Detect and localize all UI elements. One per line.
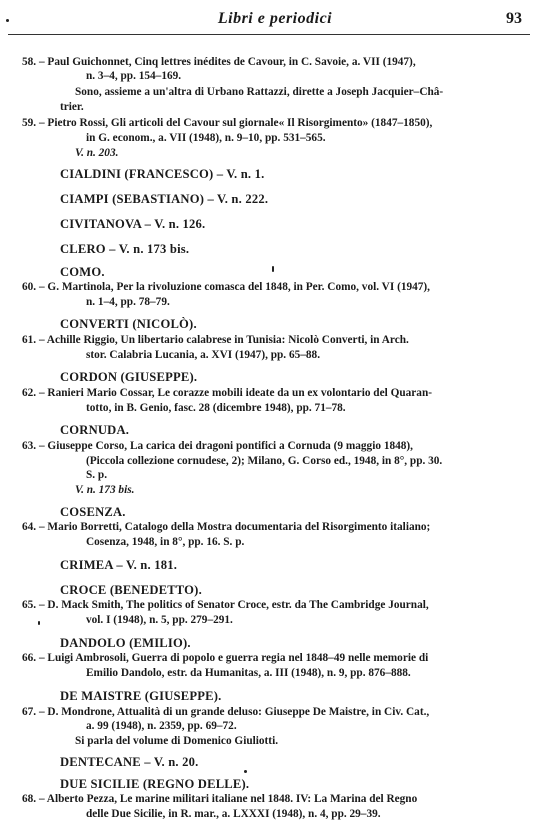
entry-66-line-1: 66. – Luigi Ambrosoli, Guerra di popolo e guerra regia nel 1848–49 nelle memorie di — [22, 652, 429, 664]
heading-cialdini: CIALDINI (FRANCESCO) – V. n. 1. — [60, 167, 265, 181]
stray-mark — [244, 770, 247, 773]
entry-65-line-1: 65. – D. Mack Smith, The politics of Senator Croce, estr. da The Cambridge Journal, — [22, 599, 429, 611]
stray-mark — [38, 621, 40, 625]
heading-cosenza: COSENZA. — [60, 505, 126, 519]
entry-61-line-1: 61. – Achille Riggio, Un libertario calabrese in Tunisia: Nicolò Converti, in Arch. — [22, 334, 409, 346]
entry-63-line-2: (Piccola collezione cornudese, 2); Milano, G. Corso ed., 1948, in 8°, pp. 30. — [86, 455, 443, 467]
entry-58-note-2: trier. — [60, 101, 84, 113]
entry-67-line-1: 67. – D. Mondrone, Attualità di un grande deluso: Giuseppe De Maistre, in Civ. Cat., — [22, 706, 430, 718]
entry-67-note: Si parla del volume di Domenico Giuliotti. — [75, 735, 279, 747]
heading-dandolo: DANDOLO (EMILIO). — [60, 636, 191, 650]
header-rule — [8, 34, 530, 35]
entry-65-line-2: vol. I (1948), n. 5, pp. 279–291. — [86, 614, 233, 626]
heading-converti: CONVERTI (NICOLÒ). — [60, 317, 197, 331]
entry-58-line-1: 58. – Paul Guichonnet, Cinq lettres inédites de Cavour, in C. Savoie, a. VII (1947), — [22, 56, 416, 68]
entry-58-line-2: n. 3–4, pp. 154–169. — [86, 70, 182, 82]
entry-64-line-2: Cosenza, 1948, in 8°, pp. 16. S. p. — [86, 536, 245, 548]
heading-clero: CLERO – V. n. 173 bis. — [60, 242, 190, 256]
entry-63-line-3: S. p. — [86, 469, 108, 481]
heading-crimea: CRIMEA – V. n. 181. — [60, 558, 178, 572]
heading-croce: CROCE (BENEDETTO). — [60, 583, 202, 597]
heading-cornuda: CORNUDA. — [60, 423, 130, 437]
stray-mark — [272, 266, 274, 272]
page-number: 93 — [506, 10, 522, 27]
entry-68-line-1: 68. – Alberto Pezza, Le marine militari italiane nel 1848. IV: La Marina del Regno — [22, 793, 418, 805]
entry-59-line-1: 59. – Pietro Rossi, Gli articoli del Cavour sul giornale« Il Risorgimento» (1847–1850), — [22, 117, 433, 129]
entry-66-line-2: Emilio Dandolo, estr. da Humanitas, a. III (1948), n. 9, pp. 876–888. — [86, 667, 411, 679]
entry-63-crossref: V. n. 173 bis. — [75, 484, 135, 496]
entry-63-line-1: 63. – Giuseppe Corso, La carica dei dragoni pontifici a Cornuda (9 maggio 1848), — [22, 440, 414, 452]
entry-64-line-1: 64. – Mario Borretti, Catalogo della Mostra documentaria del Risorgimento italiano; — [22, 521, 431, 533]
heading-ciampi: CIAMPI (SEBASTIANO) – V. n. 222. — [60, 192, 269, 206]
heading-cordon: CORDON (GIUSEPPE). — [60, 370, 198, 384]
entry-61-line-2: stor. Calabria Lucania, a. XVI (1947), pp. 65–88. — [86, 349, 321, 361]
heading-como: COMO. — [60, 265, 105, 279]
entry-68-line-2: delle Due Sicilie, in R. mar., a. LXXXI (1948), n. 4, pp. 29–39. — [86, 808, 381, 820]
heading-civitanova: CIVITANOVA – V. n. 126. — [60, 217, 206, 231]
entry-59-crossref: V. n. 203. — [75, 147, 119, 159]
entry-62-line-1: 62. – Ranieri Mario Cossar, Le corazze mobili ideate da un ex volontario del Quaran- — [22, 387, 432, 399]
heading-de-maistre: DE MAISTRE (GIUSEPPE). — [60, 689, 222, 703]
running-title: Libri e periodici — [217, 10, 333, 27]
entry-59-line-2: in G. econom., a. VII (1948), n. 9–10, pp. 531–565. — [86, 132, 326, 144]
entry-62-line-2: totto, in B. Genio, fasc. 28 (dicembre 1948), pp. 71–78. — [86, 402, 346, 414]
entry-60-line-1: 60. – G. Martinola, Per la rivoluzione comasca del 1848, in Per. Como, vol. VI (1947), — [22, 281, 431, 293]
entry-67-line-2: a. 99 (1948), n. 2359, pp. 69–72. — [86, 720, 237, 732]
entry-58-note-1: Sono, assieme a un'altra di Urbano Rattazzi, dirette a Joseph Jacquier–Châ- — [75, 86, 444, 98]
entry-60-line-2: n. 1–4, pp. 78–79. — [86, 296, 170, 308]
heading-due-sicilie: DUE SICILIE (REGNO DELLE). — [60, 777, 250, 791]
heading-dentecane: DENTECANE – V. n. 20. — [60, 755, 199, 769]
